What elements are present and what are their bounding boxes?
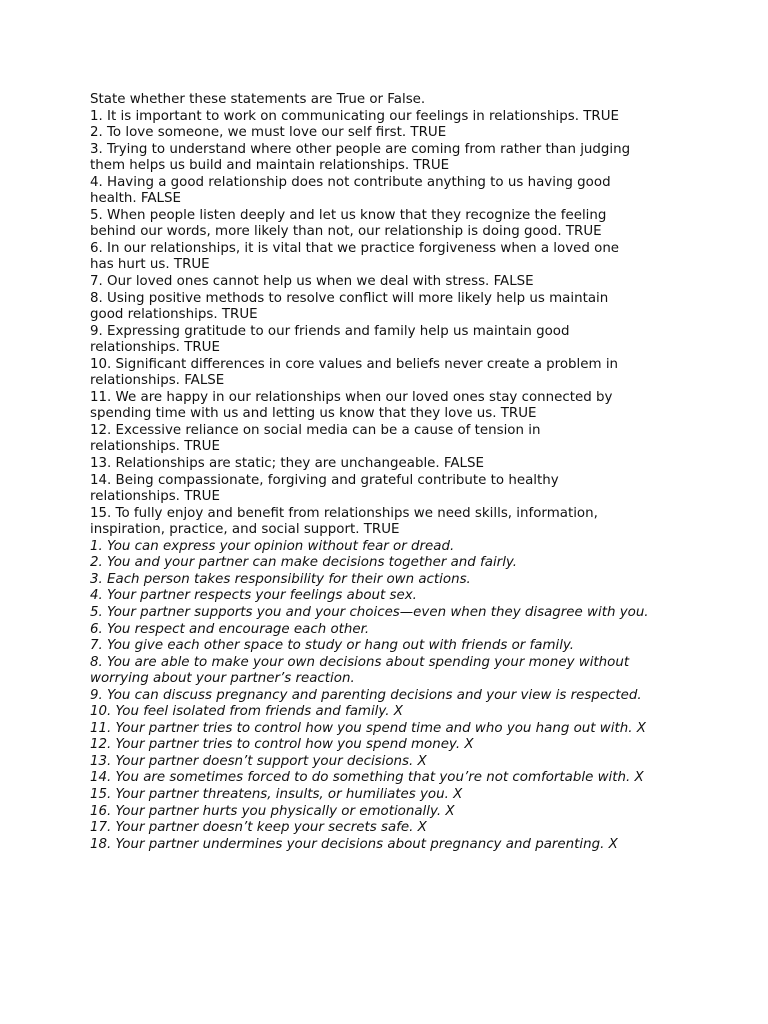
statement-3-line-b: them helps us build and maintain relationships. TRUE (90, 158, 450, 174)
statement-8-line-b: good relationships. TRUE (90, 307, 258, 323)
checklist-5-line: 5. Your partner supports you and your choices—even when they disagree with you. (90, 604, 649, 620)
true-false-section (90, 92, 730, 539)
checklist-16-line: 16. Your partner hurts you physically or emotionally. X (90, 803, 455, 819)
statement-7-line: 7. Our loved ones cannot help us when we deal with stress. FALSE (90, 274, 534, 290)
checklist-9-line: 9. You can discuss pregnancy and parenting decisions and your view is respected. (90, 687, 642, 703)
relationship-checklist-section (90, 539, 730, 853)
checklist-10-line: 10. You feel isolated from friends and family. X (90, 704, 403, 720)
checklist-17-line: 17. Your partner doesn’t keep your secrets safe. X (90, 820, 427, 836)
statement-4-line-a: 4. Having a good relationship does not contribute anything to us having good (90, 174, 611, 190)
document-page (90, 92, 730, 853)
statement-9-line-a: 9. Expressing gratitude to our friends and family help us maintain good (90, 323, 570, 339)
statement-4-line-b: health. FALSE (90, 191, 181, 207)
statement-5-line-b: behind our words, more likely than not, our relationship is doing good. TRUE (90, 224, 602, 240)
checklist-15-line: 15. Your partner threatens, insults, or humiliates you. X (90, 786, 463, 802)
checklist-1-line: 1. You can express your opinion without fear or dread. (90, 538, 455, 554)
statement-10-line-b: relationships. FALSE (90, 373, 225, 389)
checklist-12-line: 12. Your partner tries to control how you spend money. X (90, 737, 474, 753)
statement-8-line-a: 8. Using positive methods to resolve conflict will more likely help us maintain (90, 290, 609, 306)
statement-6-line-b: has hurt us. TRUE (90, 257, 210, 273)
statement-6-line-a: 6. In our relationships, it is vital that we practice forgiveness when a loved one (90, 240, 620, 256)
checklist-8-line-b: worrying about your partner’s reaction. (90, 671, 355, 687)
checklist-14-line: 14. You are sometimes forced to do something that you’re not comfortable with. X (90, 770, 644, 786)
instruction-line: State whether these statements are True or False. (90, 92, 426, 107)
statement-3-line-a: 3. Trying to understand where other people are coming from rather than judging (90, 141, 631, 157)
checklist-3-line: 3. Each person takes responsibility for their own actions. (90, 571, 471, 587)
statement-10-line-a: 10. Significant differences in core values and beliefs never create a problem in (90, 356, 619, 372)
statement-13-line: 13. Relationships are static; they are unchangeable. FALSE (90, 456, 484, 472)
statement-11-line-a: 11. We are happy in our relationships when our loved ones stay connected by (90, 389, 613, 405)
checklist-4-line: 4. Your partner respects your feelings about sex. (90, 588, 417, 604)
statement-14-line-a: 14. Being compassionate, forgiving and grateful contribute to healthy (90, 472, 559, 488)
checklist-2-line: 2. You and your partner can make decisions together and fairly. (90, 555, 518, 571)
statement-12-line-b: relationships. TRUE (90, 439, 220, 455)
statement-14-line-b: relationships. TRUE (90, 489, 220, 505)
checklist-6-line: 6. You respect and encourage each other. (90, 621, 370, 637)
statement-9-line-b: relationships. TRUE (90, 340, 220, 356)
checklist-13-line: 13. Your partner doesn’t support your decisions. X (90, 753, 427, 769)
statement-15-line-b: inspiration, practice, and social support. TRUE (90, 522, 400, 538)
statement-15-line-a: 15. To fully enjoy and benefit from relationships we need skills, information, (90, 505, 598, 521)
statement-1-line: 1. It is important to work on communicating our feelings in relationships. TRUE (90, 108, 619, 124)
statement-11-line-b: spending time with us and letting us know that they love us. TRUE (90, 406, 537, 422)
statement-2-line: 2. To love someone, we must love our self first. TRUE (90, 125, 447, 141)
statement-5-line-a: 5. When people listen deeply and let us know that they recognize the feeling (90, 207, 607, 223)
checklist-11-line: 11. Your partner tries to control how you spend time and who you hang out with. X (90, 720, 646, 736)
checklist-7-line: 7. You give each other space to study or hang out with friends or family. (90, 638, 575, 654)
checklist-8-line-a: 8. You are able to make your own decisions about spending your money without (90, 654, 630, 670)
statement-12-line-a: 12. Excessive reliance on social media can be a cause of tension in (90, 422, 541, 438)
checklist-18-line: 18. Your partner undermines your decisions about pregnancy and parenting. X (90, 836, 618, 852)
